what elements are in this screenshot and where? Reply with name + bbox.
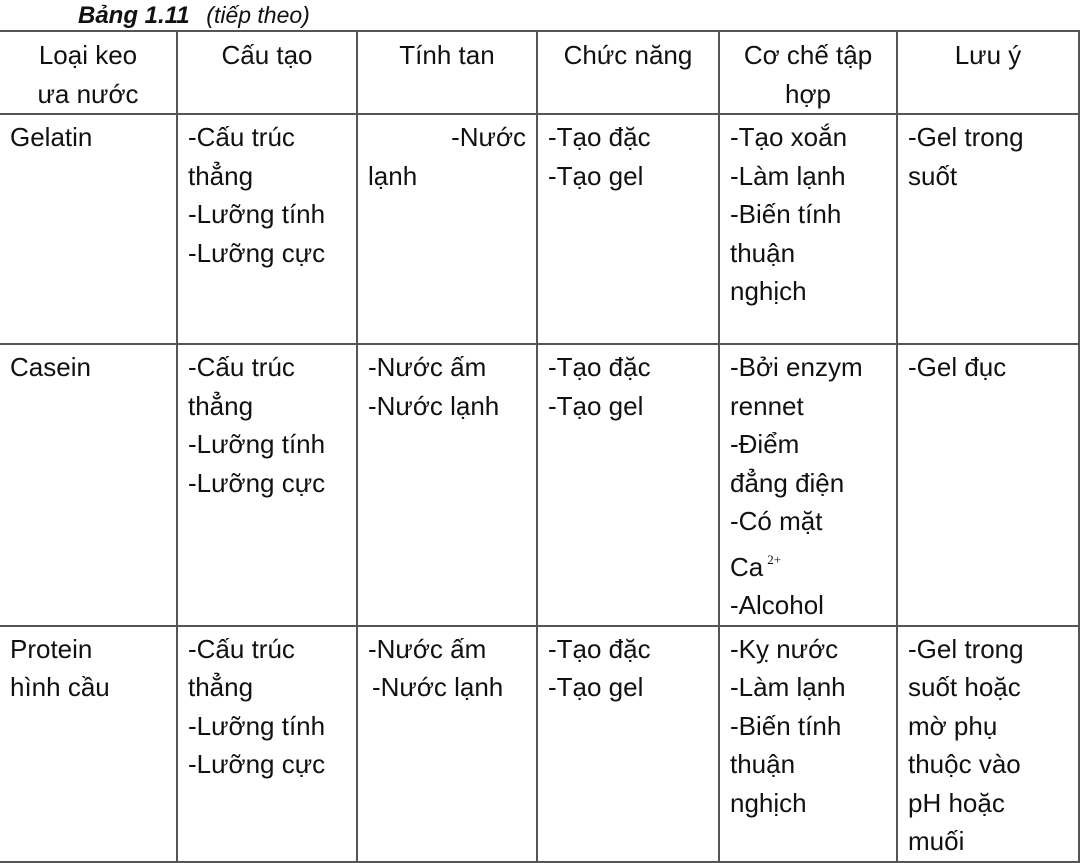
cell-solubility bbox=[357, 626, 537, 862]
cell-text: muối bbox=[908, 826, 965, 856]
cell-structure bbox=[177, 626, 357, 862]
cell-text: -Tạo đặc bbox=[548, 633, 651, 664]
cell-text: -Tạo xoắn bbox=[730, 122, 848, 152]
ion-charge-superscript: 2+ bbox=[767, 551, 782, 567]
cell-text: -Lưỡng cực bbox=[188, 467, 326, 498]
table-title: Bảng 1.11 bbox=[78, 2, 190, 29]
cell-name bbox=[0, 344, 177, 626]
cell-text: đẳng điện bbox=[730, 467, 845, 498]
cell-structure bbox=[177, 344, 357, 626]
cell-name bbox=[0, 114, 177, 344]
table-caption bbox=[78, 0, 310, 30]
cell-text: thuận bbox=[730, 237, 796, 268]
cell-text: -Nước ấm bbox=[368, 633, 487, 664]
header-row bbox=[0, 31, 1079, 114]
header-text: Chức năng bbox=[563, 40, 693, 70]
table-row-gelatin bbox=[0, 114, 1079, 344]
cell-text: suốt hoặc bbox=[908, 672, 1021, 702]
cell-text: -Cấu trúc bbox=[188, 633, 295, 664]
cell-text: -Tạo đặc bbox=[548, 122, 651, 152]
cell-text: mờ phụ bbox=[908, 710, 998, 741]
cell-text: -Lưỡng cực bbox=[188, 237, 326, 268]
cell-mechanism bbox=[719, 114, 897, 344]
cell-text: thẳng bbox=[188, 390, 254, 421]
cell-text: pH hoặc bbox=[908, 787, 1005, 818]
cell-text: hình cầu bbox=[10, 672, 110, 702]
cell-text: -Lưỡng tính bbox=[188, 710, 326, 741]
cell-mechanism bbox=[719, 626, 897, 862]
cell-text: -Biến tính bbox=[730, 710, 842, 741]
calcium-ion-line bbox=[730, 541, 886, 587]
header-text: Cơ chế tập bbox=[743, 40, 873, 70]
cell-text: -Tạo gel bbox=[548, 160, 644, 191]
cell-text: -Gel trong bbox=[908, 633, 1024, 664]
cell-text: thuận bbox=[730, 749, 796, 779]
cell-text: -Gel đục bbox=[908, 352, 1007, 382]
hydrocolloid-table bbox=[0, 30, 1080, 863]
cell-text: -Cấu trúc bbox=[188, 122, 295, 152]
cell-text: -Tạo gel bbox=[548, 390, 644, 421]
header-text: ưa nước bbox=[37, 78, 139, 109]
header-note bbox=[897, 31, 1079, 114]
cell-note bbox=[897, 344, 1079, 626]
cell-solubility bbox=[357, 114, 537, 344]
cell-text: -Biến tính bbox=[730, 199, 842, 229]
cell-text: -Làm lạnh bbox=[730, 160, 846, 191]
cell-text: Casein bbox=[10, 352, 91, 382]
cell-text: Protein bbox=[10, 633, 93, 664]
cell-text: -Tạo đặc bbox=[548, 352, 651, 382]
cell-text: -Nước bbox=[451, 122, 526, 152]
cell-structure bbox=[177, 114, 357, 344]
cell-note bbox=[897, 114, 1079, 344]
cell-text: -Nước lạnh bbox=[372, 672, 504, 702]
cell-text: lạnh bbox=[368, 160, 418, 191]
cell-text: -Lưỡng tính bbox=[188, 429, 326, 459]
header-colloid-type bbox=[0, 31, 177, 114]
cell-text: Gelatin bbox=[10, 122, 93, 152]
cell-text: -Nước ấm bbox=[368, 352, 487, 382]
cell-text: -Làm lạnh bbox=[730, 672, 846, 702]
cell-text: nghịch bbox=[730, 787, 807, 818]
header-text: Cấu tạo bbox=[221, 40, 313, 70]
cell-text: suốt bbox=[908, 160, 958, 191]
table-subtitle: (tiếp theo) bbox=[206, 2, 310, 28]
cell-text: nghịch bbox=[730, 276, 807, 306]
cell-text: -Có mặt bbox=[730, 506, 823, 536]
cell-mechanism bbox=[719, 344, 897, 626]
cell-text: -Lưỡng cực bbox=[188, 749, 326, 779]
cell-function bbox=[537, 626, 719, 862]
cell-name bbox=[0, 626, 177, 862]
header-text: Lưu ý bbox=[954, 40, 1022, 70]
cell-function bbox=[537, 114, 719, 344]
cell-note bbox=[897, 626, 1079, 862]
table-row-casein bbox=[0, 344, 1079, 626]
cell-text: -Bởi enzym bbox=[730, 352, 863, 382]
cell-solubility bbox=[357, 344, 537, 626]
header-text: hợp bbox=[785, 78, 831, 109]
cell-text: -Tạo gel bbox=[548, 672, 644, 702]
cell-text: -Lưỡng tính bbox=[188, 199, 326, 229]
cell-function bbox=[537, 344, 719, 626]
cell-text: thẳng bbox=[188, 160, 254, 191]
cell-text: -Kỵ nước bbox=[730, 633, 839, 664]
cell-text: -Điểm bbox=[730, 429, 800, 459]
header-solubility bbox=[357, 31, 537, 114]
cell-text: -Gel trong bbox=[908, 122, 1024, 152]
cell-text: rennet bbox=[730, 390, 804, 421]
header-function bbox=[537, 31, 719, 114]
cell-text: thuộc vào bbox=[908, 749, 1021, 779]
header-text: Tính tan bbox=[399, 40, 495, 70]
header-mechanism bbox=[719, 31, 897, 114]
cell-text: thẳng bbox=[188, 672, 254, 702]
header-text: Loại keo bbox=[38, 40, 138, 70]
header-structure bbox=[177, 31, 357, 114]
cell-text: -Cấu trúc bbox=[188, 352, 295, 382]
cell-text: Ca bbox=[730, 551, 764, 582]
cell-text: -Alcohol bbox=[730, 590, 824, 620]
table-row-globular-protein bbox=[0, 626, 1079, 862]
cell-text: -Nước lạnh bbox=[368, 390, 500, 421]
